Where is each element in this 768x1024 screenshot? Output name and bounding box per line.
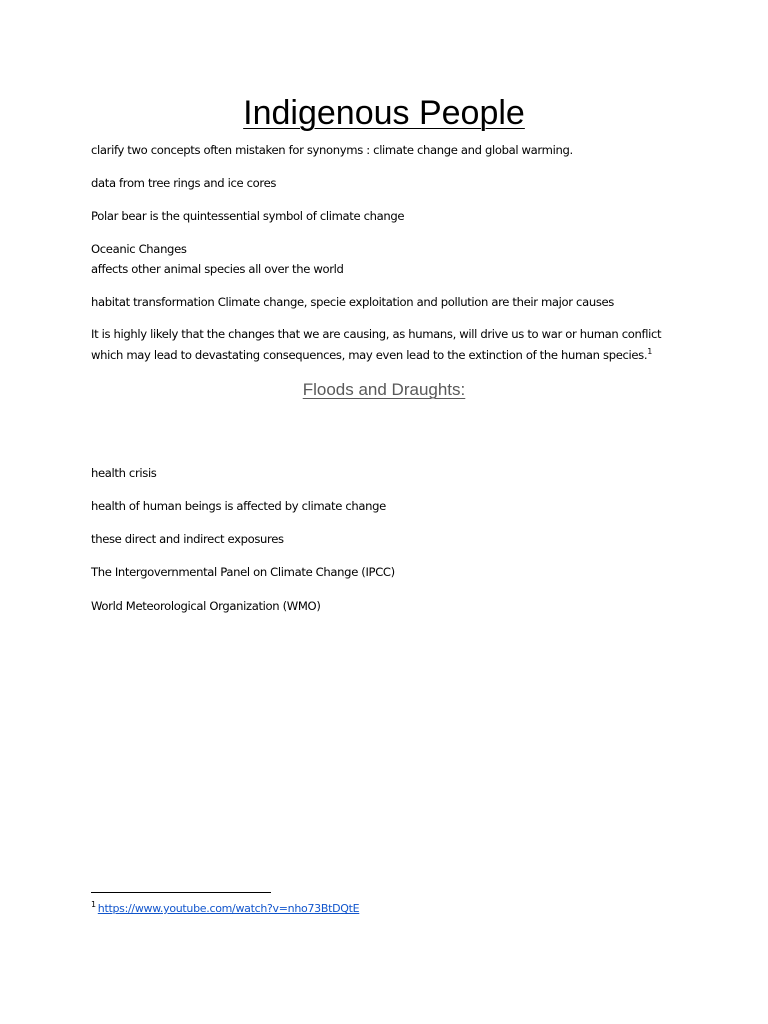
- paragraph-exposures: these direct and indirect exposures: [91, 532, 284, 546]
- paragraph-ipcc: The Intergovernmental Panel on Climate Change (IPCC): [91, 565, 395, 579]
- paragraph-tree-rings: data from tree rings and ice cores: [91, 176, 277, 190]
- paragraph-oceanic-changes: Oceanic Changes: [91, 242, 187, 256]
- page-title: Indigenous People: [243, 94, 525, 132]
- paragraph-other-species: affects other animal species all over the world: [91, 262, 344, 276]
- paragraph-synonyms: clarify two concepts often mistaken for synonyms : climate change and global warming.: [91, 143, 573, 157]
- section-heading-floods: Floods and Draughts:: [302, 380, 466, 399]
- paragraph-conflict-line1: It is highly likely that the changes that we are causing, as humans, will drive us to war or human conflict: [91, 327, 662, 341]
- paragraph-habitat: habitat transformation Climate change, specie exploitation and pollution are their major causes: [91, 295, 614, 309]
- paragraph-health-humans: health of human beings is affected by climate change: [91, 499, 386, 513]
- footnote-reference[interactable]: 1: [647, 347, 652, 357]
- footnote-link[interactable]: https://www.youtube.com/watch?v=nho73BtDQtE: [97, 902, 360, 915]
- paragraph-conflict-line2: [91, 345, 691, 365]
- footnote-separator: [91, 892, 271, 893]
- paragraph-health-crisis: health crisis: [91, 466, 157, 480]
- footnote: [91, 900, 359, 918]
- paragraph-conflict-line2-text: which may lead to devastating consequences, may even lead to the extinction of the human species.: [91, 348, 648, 362]
- paragraph-wmo: World Meteorological Organization (WMO): [91, 599, 321, 613]
- footnote-marker: 1: [91, 900, 96, 910]
- paragraph-polar-bear: Polar bear is the quintessential symbol of climate change: [91, 209, 405, 223]
